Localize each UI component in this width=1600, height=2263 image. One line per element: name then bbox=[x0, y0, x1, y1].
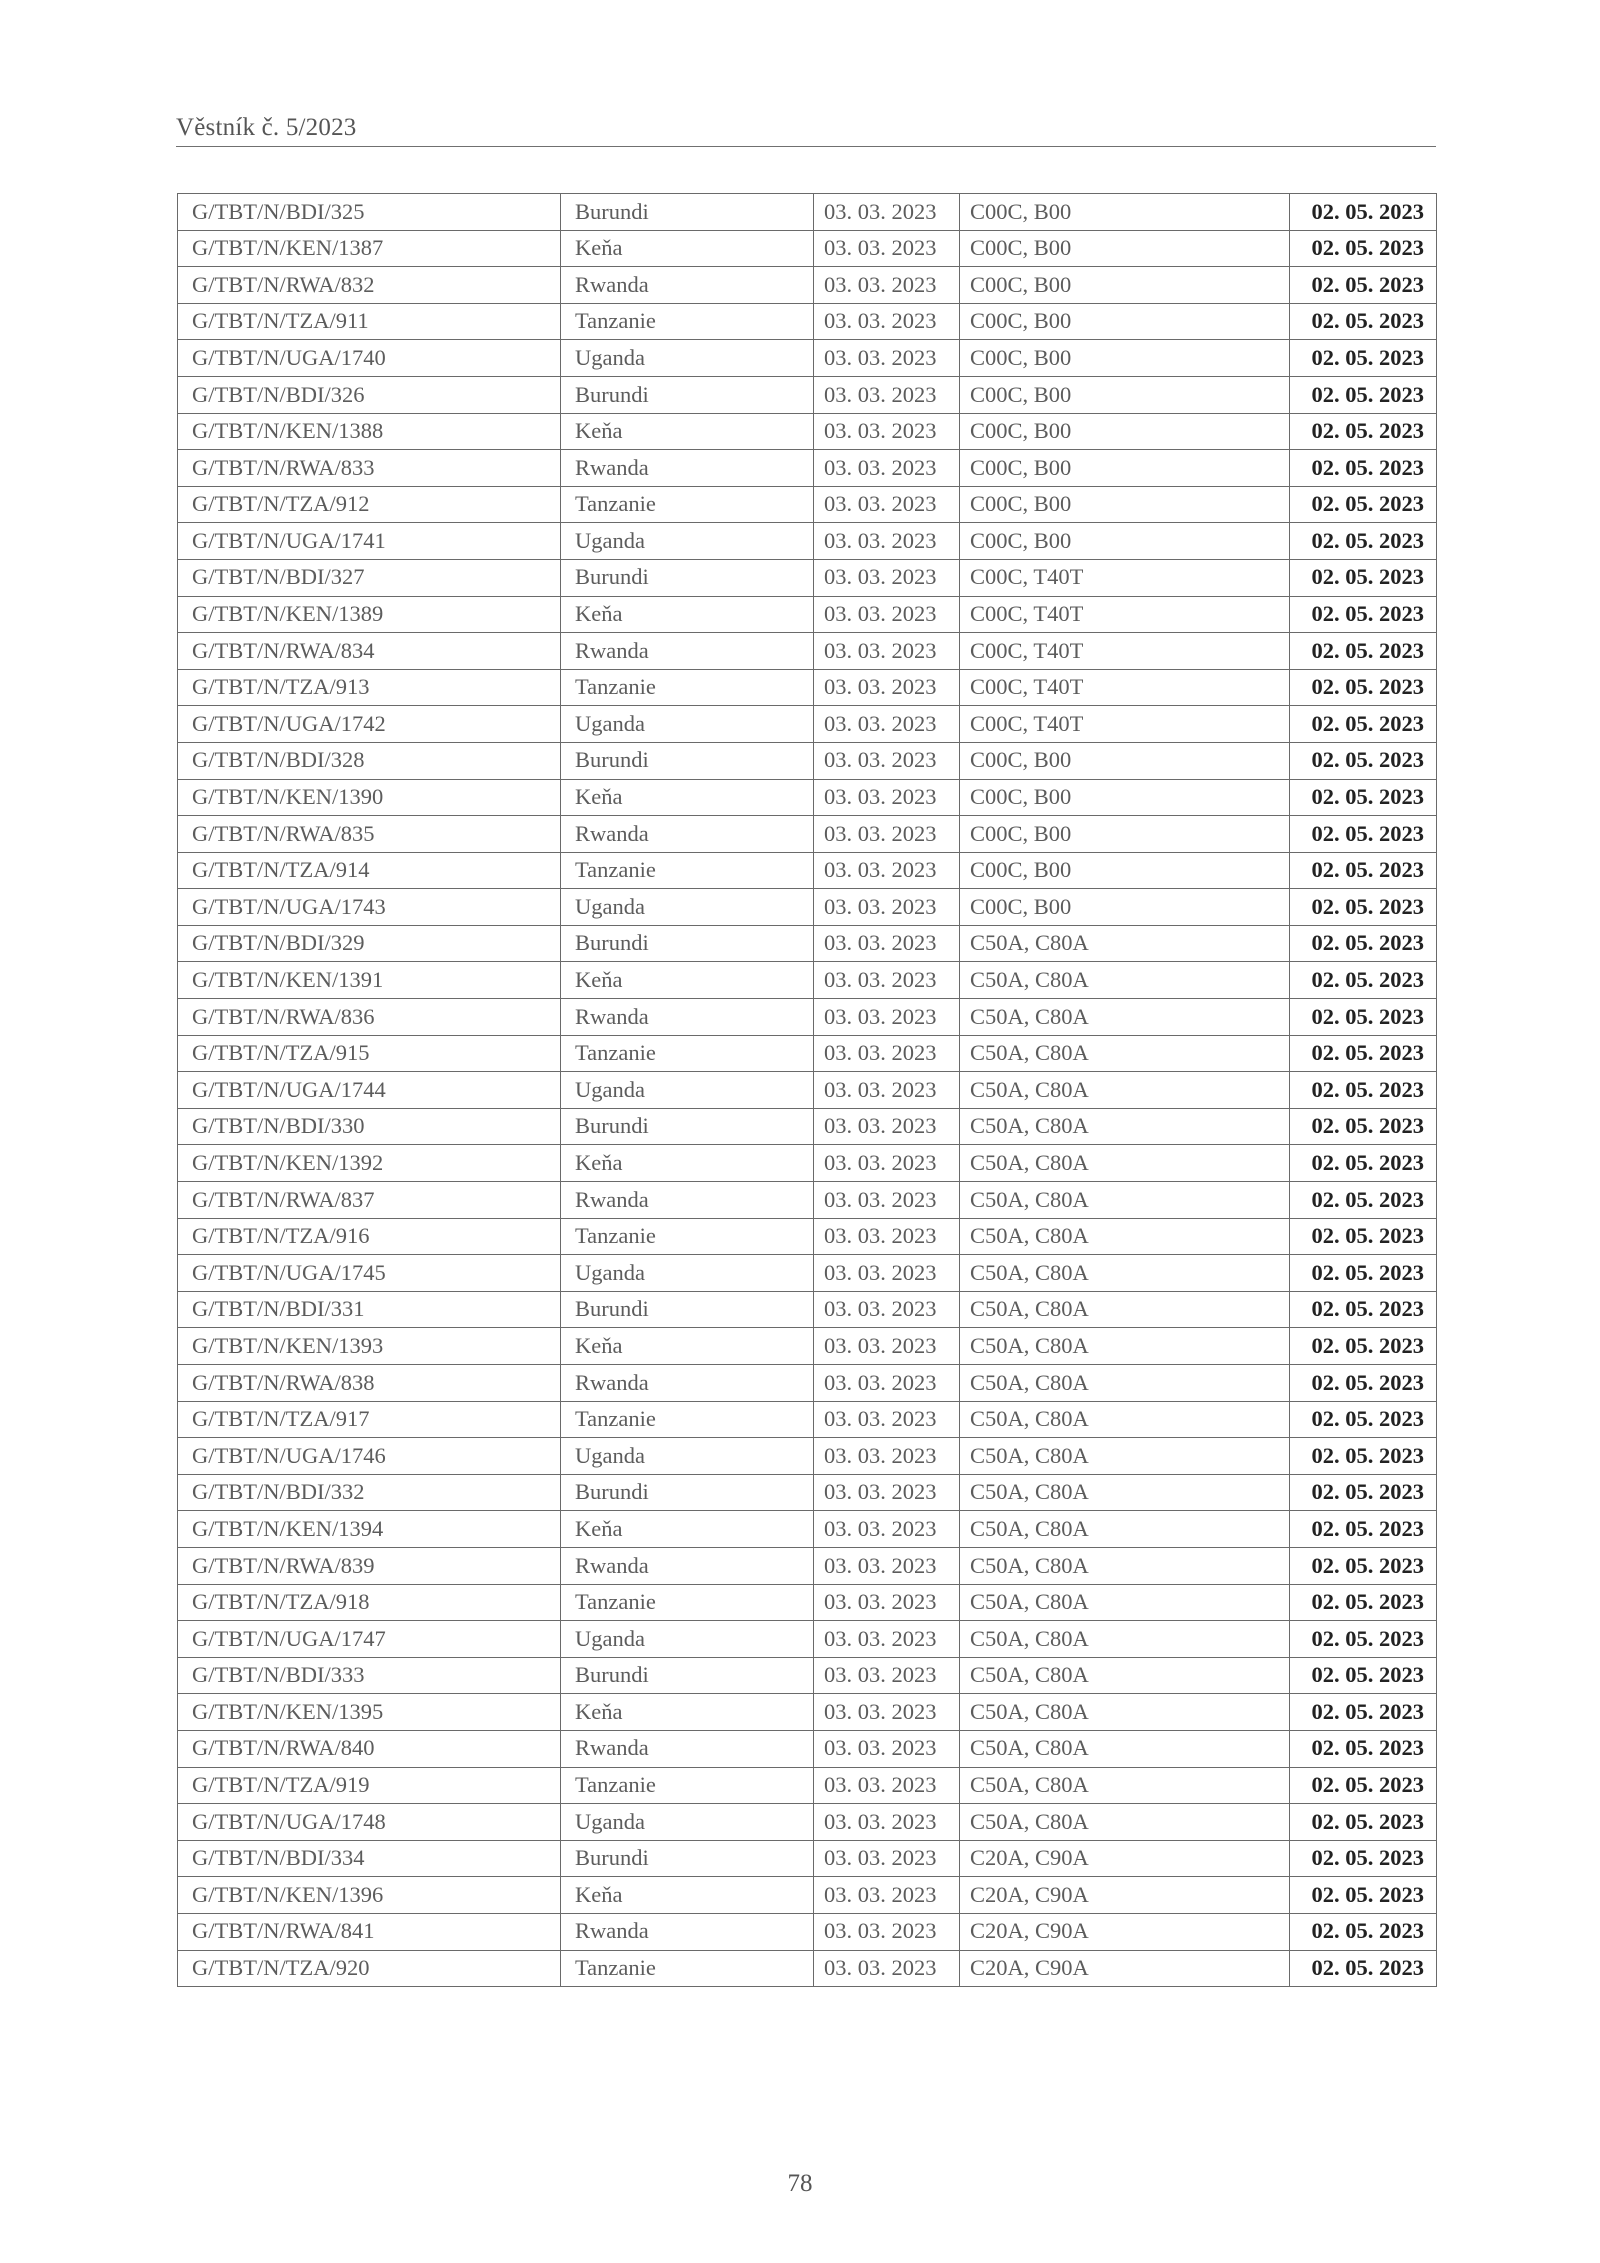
document-symbol-cell: G/TBT/N/UGA/1743 bbox=[178, 889, 561, 926]
country-cell: Keňa bbox=[561, 1877, 814, 1914]
comment-deadline-cell: 02. 05. 2023 bbox=[1290, 1621, 1437, 1658]
notification-date-cell: 03. 03. 2023 bbox=[814, 230, 960, 267]
comment-deadline-cell: 02. 05. 2023 bbox=[1290, 1438, 1437, 1475]
classification-code-cell: C50A, C80A bbox=[960, 1035, 1290, 1072]
comment-deadline-cell: 02. 05. 2023 bbox=[1290, 1145, 1437, 1182]
table-row bbox=[178, 1730, 1437, 1767]
comment-deadline-cell: 02. 05. 2023 bbox=[1290, 413, 1437, 450]
document-symbol-cell: G/TBT/N/BDI/334 bbox=[178, 1840, 561, 1877]
table-row bbox=[178, 1365, 1437, 1402]
table-row bbox=[178, 1182, 1437, 1219]
table-row bbox=[178, 999, 1437, 1036]
notification-date-cell: 03. 03. 2023 bbox=[814, 1255, 960, 1292]
table-row bbox=[178, 559, 1437, 596]
notification-date-cell: 03. 03. 2023 bbox=[814, 1730, 960, 1767]
comment-deadline-cell: 02. 05. 2023 bbox=[1290, 230, 1437, 267]
classification-code-cell: C50A, C80A bbox=[960, 1730, 1290, 1767]
comment-deadline-cell: 02. 05. 2023 bbox=[1290, 1804, 1437, 1841]
country-cell: Keňa bbox=[561, 962, 814, 999]
country-cell: Uganda bbox=[561, 706, 814, 743]
classification-code-cell: C00C, B00 bbox=[960, 852, 1290, 889]
comment-deadline-cell: 02. 05. 2023 bbox=[1290, 450, 1437, 487]
comment-deadline-cell: 02. 05. 2023 bbox=[1290, 1840, 1437, 1877]
table-row bbox=[178, 230, 1437, 267]
table-row bbox=[178, 1255, 1437, 1292]
document-symbol-cell: G/TBT/N/BDI/330 bbox=[178, 1108, 561, 1145]
notification-date-cell: 03. 03. 2023 bbox=[814, 1328, 960, 1365]
country-cell: Tanzanie bbox=[561, 852, 814, 889]
page-header bbox=[176, 112, 1436, 147]
notification-date-cell: 03. 03. 2023 bbox=[814, 194, 960, 231]
classification-code-cell: C20A, C90A bbox=[960, 1877, 1290, 1914]
document-symbol-cell: G/TBT/N/RWA/834 bbox=[178, 633, 561, 670]
classification-code-cell: C00C, B00 bbox=[960, 889, 1290, 926]
comment-deadline-cell: 02. 05. 2023 bbox=[1290, 1218, 1437, 1255]
country-cell: Burundi bbox=[561, 1291, 814, 1328]
country-cell: Burundi bbox=[561, 376, 814, 413]
comment-deadline-cell: 02. 05. 2023 bbox=[1290, 1328, 1437, 1365]
table-row bbox=[178, 816, 1437, 853]
comment-deadline-cell: 02. 05. 2023 bbox=[1290, 1950, 1437, 1987]
classification-code-cell: C00C, B00 bbox=[960, 816, 1290, 853]
notification-date-cell: 03. 03. 2023 bbox=[814, 1365, 960, 1402]
document-symbol-cell: G/TBT/N/RWA/836 bbox=[178, 999, 561, 1036]
notification-table-body bbox=[178, 194, 1437, 1987]
classification-code-cell: C20A, C90A bbox=[960, 1950, 1290, 1987]
comment-deadline-cell: 02. 05. 2023 bbox=[1290, 1584, 1437, 1621]
table-row bbox=[178, 450, 1437, 487]
country-cell: Uganda bbox=[561, 340, 814, 377]
table-row bbox=[178, 1913, 1437, 1950]
classification-code-cell: C00C, B00 bbox=[960, 376, 1290, 413]
document-symbol-cell: G/TBT/N/UGA/1744 bbox=[178, 1072, 561, 1109]
comment-deadline-cell: 02. 05. 2023 bbox=[1290, 1182, 1437, 1219]
notification-date-cell: 03. 03. 2023 bbox=[814, 779, 960, 816]
classification-code-cell: C50A, C80A bbox=[960, 1547, 1290, 1584]
comment-deadline-cell: 02. 05. 2023 bbox=[1290, 633, 1437, 670]
table-row bbox=[178, 523, 1437, 560]
country-cell: Rwanda bbox=[561, 1913, 814, 1950]
document-symbol-cell: G/TBT/N/RWA/835 bbox=[178, 816, 561, 853]
country-cell: Rwanda bbox=[561, 633, 814, 670]
classification-code-cell: C50A, C80A bbox=[960, 1474, 1290, 1511]
document-symbol-cell: G/TBT/N/BDI/327 bbox=[178, 559, 561, 596]
classification-code-cell: C50A, C80A bbox=[960, 962, 1290, 999]
notification-date-cell: 03. 03. 2023 bbox=[814, 1621, 960, 1658]
notification-date-cell: 03. 03. 2023 bbox=[814, 1218, 960, 1255]
comment-deadline-cell: 02. 05. 2023 bbox=[1290, 1474, 1437, 1511]
comment-deadline-cell: 02. 05. 2023 bbox=[1290, 999, 1437, 1036]
classification-code-cell: C20A, C90A bbox=[960, 1913, 1290, 1950]
notification-date-cell: 03. 03. 2023 bbox=[814, 889, 960, 926]
country-cell: Rwanda bbox=[561, 450, 814, 487]
table-row bbox=[178, 1804, 1437, 1841]
country-cell: Burundi bbox=[561, 1840, 814, 1877]
document-symbol-cell: G/TBT/N/BDI/326 bbox=[178, 376, 561, 413]
document-symbol-cell: G/TBT/N/KEN/1396 bbox=[178, 1877, 561, 1914]
comment-deadline-cell: 02. 05. 2023 bbox=[1290, 1657, 1437, 1694]
country-cell: Burundi bbox=[561, 1657, 814, 1694]
classification-code-cell: C00C, T40T bbox=[960, 669, 1290, 706]
notification-date-cell: 03. 03. 2023 bbox=[814, 450, 960, 487]
country-cell: Keňa bbox=[561, 596, 814, 633]
document-symbol-cell: G/TBT/N/TZA/919 bbox=[178, 1767, 561, 1804]
comment-deadline-cell: 02. 05. 2023 bbox=[1290, 1877, 1437, 1914]
table-row bbox=[178, 889, 1437, 926]
table-row bbox=[178, 633, 1437, 670]
document-symbol-cell: G/TBT/N/TZA/915 bbox=[178, 1035, 561, 1072]
document-symbol-cell: G/TBT/N/RWA/832 bbox=[178, 267, 561, 304]
classification-code-cell: C00C, B00 bbox=[960, 194, 1290, 231]
country-cell: Keňa bbox=[561, 1145, 814, 1182]
document-symbol-cell: G/TBT/N/UGA/1741 bbox=[178, 523, 561, 560]
country-cell: Uganda bbox=[561, 1804, 814, 1841]
classification-code-cell: C50A, C80A bbox=[960, 1145, 1290, 1182]
document-symbol-cell: G/TBT/N/KEN/1390 bbox=[178, 779, 561, 816]
notification-date-cell: 03. 03. 2023 bbox=[814, 1511, 960, 1548]
country-cell: Rwanda bbox=[561, 1730, 814, 1767]
table-row bbox=[178, 340, 1437, 377]
table-row bbox=[178, 1035, 1437, 1072]
comment-deadline-cell: 02. 05. 2023 bbox=[1290, 194, 1437, 231]
classification-code-cell: C50A, C80A bbox=[960, 1767, 1290, 1804]
notification-date-cell: 03. 03. 2023 bbox=[814, 742, 960, 779]
document-symbol-cell: G/TBT/N/RWA/838 bbox=[178, 1365, 561, 1402]
classification-code-cell: C50A, C80A bbox=[960, 1584, 1290, 1621]
table-row bbox=[178, 742, 1437, 779]
document-symbol-cell: G/TBT/N/KEN/1392 bbox=[178, 1145, 561, 1182]
notification-date-cell: 03. 03. 2023 bbox=[814, 1145, 960, 1182]
country-cell: Uganda bbox=[561, 523, 814, 560]
country-cell: Uganda bbox=[561, 1255, 814, 1292]
comment-deadline-cell: 02. 05. 2023 bbox=[1290, 1730, 1437, 1767]
country-cell: Tanzanie bbox=[561, 1401, 814, 1438]
document-symbol-cell: G/TBT/N/TZA/914 bbox=[178, 852, 561, 889]
classification-code-cell: C50A, C80A bbox=[960, 1694, 1290, 1731]
table-row bbox=[178, 925, 1437, 962]
document-symbol-cell: G/TBT/N/TZA/912 bbox=[178, 486, 561, 523]
document-symbol-cell: G/TBT/N/KEN/1395 bbox=[178, 1694, 561, 1731]
country-cell: Keňa bbox=[561, 1328, 814, 1365]
table-row bbox=[178, 596, 1437, 633]
country-cell: Keňa bbox=[561, 1511, 814, 1548]
notification-date-cell: 03. 03. 2023 bbox=[814, 706, 960, 743]
notification-date-cell: 03. 03. 2023 bbox=[814, 999, 960, 1036]
document-symbol-cell: G/TBT/N/TZA/920 bbox=[178, 1950, 561, 1987]
classification-code-cell: C50A, C80A bbox=[960, 1328, 1290, 1365]
comment-deadline-cell: 02. 05. 2023 bbox=[1290, 523, 1437, 560]
comment-deadline-cell: 02. 05. 2023 bbox=[1290, 559, 1437, 596]
document-symbol-cell: G/TBT/N/UGA/1747 bbox=[178, 1621, 561, 1658]
notification-date-cell: 03. 03. 2023 bbox=[814, 303, 960, 340]
classification-code-cell: C00C, B00 bbox=[960, 523, 1290, 560]
table-row bbox=[178, 1547, 1437, 1584]
classification-code-cell: C00C, B00 bbox=[960, 742, 1290, 779]
country-cell: Keňa bbox=[561, 230, 814, 267]
country-cell: Tanzanie bbox=[561, 1767, 814, 1804]
table-row bbox=[178, 1877, 1437, 1914]
comment-deadline-cell: 02. 05. 2023 bbox=[1290, 267, 1437, 304]
classification-code-cell: C00C, T40T bbox=[960, 596, 1290, 633]
comment-deadline-cell: 02. 05. 2023 bbox=[1290, 1547, 1437, 1584]
notification-date-cell: 03. 03. 2023 bbox=[814, 1584, 960, 1621]
classification-code-cell: C50A, C80A bbox=[960, 1438, 1290, 1475]
document-symbol-cell: G/TBT/N/UGA/1746 bbox=[178, 1438, 561, 1475]
classification-code-cell: C50A, C80A bbox=[960, 1365, 1290, 1402]
notification-date-cell: 03. 03. 2023 bbox=[814, 1035, 960, 1072]
country-cell: Tanzanie bbox=[561, 303, 814, 340]
country-cell: Tanzanie bbox=[561, 1584, 814, 1621]
country-cell: Tanzanie bbox=[561, 1218, 814, 1255]
table-row bbox=[178, 1694, 1437, 1731]
document-symbol-cell: G/TBT/N/RWA/839 bbox=[178, 1547, 561, 1584]
classification-code-cell: C50A, C80A bbox=[960, 1108, 1290, 1145]
country-cell: Burundi bbox=[561, 1108, 814, 1145]
classification-code-cell: C50A, C80A bbox=[960, 1255, 1290, 1292]
comment-deadline-cell: 02. 05. 2023 bbox=[1290, 852, 1437, 889]
document-symbol-cell: G/TBT/N/RWA/840 bbox=[178, 1730, 561, 1767]
comment-deadline-cell: 02. 05. 2023 bbox=[1290, 1913, 1437, 1950]
notification-date-cell: 03. 03. 2023 bbox=[814, 1072, 960, 1109]
country-cell: Keňa bbox=[561, 1694, 814, 1731]
document-symbol-cell: G/TBT/N/KEN/1388 bbox=[178, 413, 561, 450]
classification-code-cell: C00C, T40T bbox=[960, 706, 1290, 743]
document-symbol-cell: G/TBT/N/TZA/918 bbox=[178, 1584, 561, 1621]
table-row bbox=[178, 1328, 1437, 1365]
country-cell: Rwanda bbox=[561, 816, 814, 853]
notification-date-cell: 03. 03. 2023 bbox=[814, 486, 960, 523]
document-symbol-cell: G/TBT/N/UGA/1745 bbox=[178, 1255, 561, 1292]
notification-date-cell: 03. 03. 2023 bbox=[814, 816, 960, 853]
classification-code-cell: C00C, T40T bbox=[960, 633, 1290, 670]
classification-code-cell: C50A, C80A bbox=[960, 1401, 1290, 1438]
notification-date-cell: 03. 03. 2023 bbox=[814, 1840, 960, 1877]
document-symbol-cell: G/TBT/N/TZA/916 bbox=[178, 1218, 561, 1255]
document-symbol-cell: G/TBT/N/UGA/1748 bbox=[178, 1804, 561, 1841]
notification-date-cell: 03. 03. 2023 bbox=[814, 1108, 960, 1145]
comment-deadline-cell: 02. 05. 2023 bbox=[1290, 1767, 1437, 1804]
comment-deadline-cell: 02. 05. 2023 bbox=[1290, 1108, 1437, 1145]
classification-code-cell: C00C, B00 bbox=[960, 303, 1290, 340]
comment-deadline-cell: 02. 05. 2023 bbox=[1290, 1694, 1437, 1731]
country-cell: Uganda bbox=[561, 1072, 814, 1109]
notification-date-cell: 03. 03. 2023 bbox=[814, 413, 960, 450]
classification-code-cell: C00C, B00 bbox=[960, 267, 1290, 304]
table-row bbox=[178, 194, 1437, 231]
table-row bbox=[178, 1511, 1437, 1548]
notification-date-cell: 03. 03. 2023 bbox=[814, 633, 960, 670]
notification-date-cell: 03. 03. 2023 bbox=[814, 1767, 960, 1804]
comment-deadline-cell: 02. 05. 2023 bbox=[1290, 1365, 1437, 1402]
table-row bbox=[178, 1218, 1437, 1255]
notification-date-cell: 03. 03. 2023 bbox=[814, 1438, 960, 1475]
document-symbol-cell: G/TBT/N/UGA/1740 bbox=[178, 340, 561, 377]
notification-date-cell: 03. 03. 2023 bbox=[814, 1694, 960, 1731]
notification-date-cell: 03. 03. 2023 bbox=[814, 669, 960, 706]
document-symbol-cell: G/TBT/N/TZA/911 bbox=[178, 303, 561, 340]
comment-deadline-cell: 02. 05. 2023 bbox=[1290, 1401, 1437, 1438]
notification-date-cell: 03. 03. 2023 bbox=[814, 1291, 960, 1328]
notification-date-cell: 03. 03. 2023 bbox=[814, 596, 960, 633]
document-symbol-cell: G/TBT/N/BDI/329 bbox=[178, 925, 561, 962]
comment-deadline-cell: 02. 05. 2023 bbox=[1290, 962, 1437, 999]
country-cell: Burundi bbox=[561, 742, 814, 779]
comment-deadline-cell: 02. 05. 2023 bbox=[1290, 303, 1437, 340]
document-symbol-cell: G/TBT/N/BDI/332 bbox=[178, 1474, 561, 1511]
notification-date-cell: 03. 03. 2023 bbox=[814, 340, 960, 377]
table-row bbox=[178, 1438, 1437, 1475]
document-symbol-cell: G/TBT/N/KEN/1389 bbox=[178, 596, 561, 633]
notification-table bbox=[177, 193, 1437, 1987]
table-row bbox=[178, 1767, 1437, 1804]
document-symbol-cell: G/TBT/N/BDI/328 bbox=[178, 742, 561, 779]
country-cell: Keňa bbox=[561, 413, 814, 450]
notification-date-cell: 03. 03. 2023 bbox=[814, 1657, 960, 1694]
table-row bbox=[178, 1950, 1437, 1987]
table-row bbox=[178, 376, 1437, 413]
classification-code-cell: C50A, C80A bbox=[960, 925, 1290, 962]
comment-deadline-cell: 02. 05. 2023 bbox=[1290, 340, 1437, 377]
country-cell: Burundi bbox=[561, 559, 814, 596]
notification-date-cell: 03. 03. 2023 bbox=[814, 1804, 960, 1841]
country-cell: Tanzanie bbox=[561, 486, 814, 523]
table-row bbox=[178, 486, 1437, 523]
notification-date-cell: 03. 03. 2023 bbox=[814, 1474, 960, 1511]
notification-date-cell: 03. 03. 2023 bbox=[814, 267, 960, 304]
notification-date-cell: 03. 03. 2023 bbox=[814, 559, 960, 596]
notification-date-cell: 03. 03. 2023 bbox=[814, 962, 960, 999]
country-cell: Burundi bbox=[561, 194, 814, 231]
country-cell: Burundi bbox=[561, 925, 814, 962]
comment-deadline-cell: 02. 05. 2023 bbox=[1290, 1291, 1437, 1328]
classification-code-cell: C00C, B00 bbox=[960, 450, 1290, 487]
comment-deadline-cell: 02. 05. 2023 bbox=[1290, 706, 1437, 743]
document-symbol-cell: G/TBT/N/RWA/833 bbox=[178, 450, 561, 487]
table-row bbox=[178, 1840, 1437, 1877]
country-cell: Rwanda bbox=[561, 267, 814, 304]
document-symbol-cell: G/TBT/N/KEN/1393 bbox=[178, 1328, 561, 1365]
classification-code-cell: C00C, T40T bbox=[960, 559, 1290, 596]
table-row bbox=[178, 852, 1437, 889]
comment-deadline-cell: 02. 05. 2023 bbox=[1290, 889, 1437, 926]
comment-deadline-cell: 02. 05. 2023 bbox=[1290, 779, 1437, 816]
classification-code-cell: C50A, C80A bbox=[960, 1657, 1290, 1694]
document-symbol-cell: G/TBT/N/BDI/331 bbox=[178, 1291, 561, 1328]
table-row bbox=[178, 962, 1437, 999]
classification-code-cell: C00C, B00 bbox=[960, 486, 1290, 523]
country-cell: Rwanda bbox=[561, 1365, 814, 1402]
comment-deadline-cell: 02. 05. 2023 bbox=[1290, 816, 1437, 853]
table-row bbox=[178, 1108, 1437, 1145]
notification-date-cell: 03. 03. 2023 bbox=[814, 376, 960, 413]
country-cell: Tanzanie bbox=[561, 1035, 814, 1072]
classification-code-cell: C50A, C80A bbox=[960, 1291, 1290, 1328]
country-cell: Uganda bbox=[561, 1621, 814, 1658]
classification-code-cell: C50A, C80A bbox=[960, 1182, 1290, 1219]
comment-deadline-cell: 02. 05. 2023 bbox=[1290, 1035, 1437, 1072]
classification-code-cell: C50A, C80A bbox=[960, 1511, 1290, 1548]
document-symbol-cell: G/TBT/N/KEN/1394 bbox=[178, 1511, 561, 1548]
document-symbol-cell: G/TBT/N/BDI/325 bbox=[178, 194, 561, 231]
document-symbol-cell: G/TBT/N/BDI/333 bbox=[178, 1657, 561, 1694]
table-row bbox=[178, 1657, 1437, 1694]
classification-code-cell: C00C, B00 bbox=[960, 340, 1290, 377]
notification-date-cell: 03. 03. 2023 bbox=[814, 1401, 960, 1438]
classification-code-cell: C50A, C80A bbox=[960, 999, 1290, 1036]
table-row bbox=[178, 779, 1437, 816]
country-cell: Rwanda bbox=[561, 1182, 814, 1219]
notification-date-cell: 03. 03. 2023 bbox=[814, 523, 960, 560]
document-symbol-cell: G/TBT/N/UGA/1742 bbox=[178, 706, 561, 743]
notification-date-cell: 03. 03. 2023 bbox=[814, 1547, 960, 1584]
comment-deadline-cell: 02. 05. 2023 bbox=[1290, 596, 1437, 633]
country-cell: Keňa bbox=[561, 779, 814, 816]
comment-deadline-cell: 02. 05. 2023 bbox=[1290, 925, 1437, 962]
comment-deadline-cell: 02. 05. 2023 bbox=[1290, 376, 1437, 413]
notification-date-cell: 03. 03. 2023 bbox=[814, 1950, 960, 1987]
notification-date-cell: 03. 03. 2023 bbox=[814, 925, 960, 962]
country-cell: Uganda bbox=[561, 889, 814, 926]
classification-code-cell: C50A, C80A bbox=[960, 1072, 1290, 1109]
table-row bbox=[178, 1474, 1437, 1511]
classification-code-cell: C50A, C80A bbox=[960, 1621, 1290, 1658]
country-cell: Uganda bbox=[561, 1438, 814, 1475]
comment-deadline-cell: 02. 05. 2023 bbox=[1290, 1072, 1437, 1109]
table-row bbox=[178, 267, 1437, 304]
document-symbol-cell: G/TBT/N/TZA/917 bbox=[178, 1401, 561, 1438]
country-cell: Rwanda bbox=[561, 999, 814, 1036]
table-row bbox=[178, 303, 1437, 340]
country-cell: Tanzanie bbox=[561, 1950, 814, 1987]
notification-date-cell: 03. 03. 2023 bbox=[814, 852, 960, 889]
journal-title: Věstník č. 5/2023 bbox=[176, 114, 357, 141]
table-row bbox=[178, 1145, 1437, 1182]
page-number: 78 bbox=[787, 2170, 813, 2197]
table-row bbox=[178, 1621, 1437, 1658]
classification-code-cell: C00C, B00 bbox=[960, 230, 1290, 267]
country-cell: Tanzanie bbox=[561, 669, 814, 706]
classification-code-cell: C50A, C80A bbox=[960, 1804, 1290, 1841]
table-row bbox=[178, 413, 1437, 450]
table-row bbox=[178, 1401, 1437, 1438]
classification-code-cell: C20A, C90A bbox=[960, 1840, 1290, 1877]
document-symbol-cell: G/TBT/N/KEN/1387 bbox=[178, 230, 561, 267]
table-row bbox=[178, 706, 1437, 743]
notification-date-cell: 03. 03. 2023 bbox=[814, 1877, 960, 1914]
classification-code-cell: C00C, B00 bbox=[960, 779, 1290, 816]
country-cell: Burundi bbox=[561, 1474, 814, 1511]
comment-deadline-cell: 02. 05. 2023 bbox=[1290, 742, 1437, 779]
document-symbol-cell: G/TBT/N/TZA/913 bbox=[178, 669, 561, 706]
comment-deadline-cell: 02. 05. 2023 bbox=[1290, 1255, 1437, 1292]
notification-date-cell: 03. 03. 2023 bbox=[814, 1913, 960, 1950]
country-cell: Rwanda bbox=[561, 1547, 814, 1584]
classification-code-cell: C50A, C80A bbox=[960, 1218, 1290, 1255]
document-symbol-cell: G/TBT/N/RWA/837 bbox=[178, 1182, 561, 1219]
document-symbol-cell: G/TBT/N/KEN/1391 bbox=[178, 962, 561, 999]
document-symbol-cell: G/TBT/N/RWA/841 bbox=[178, 1913, 561, 1950]
classification-code-cell: C00C, B00 bbox=[960, 413, 1290, 450]
comment-deadline-cell: 02. 05. 2023 bbox=[1290, 669, 1437, 706]
comment-deadline-cell: 02. 05. 2023 bbox=[1290, 1511, 1437, 1548]
table-row bbox=[178, 669, 1437, 706]
comment-deadline-cell: 02. 05. 2023 bbox=[1290, 486, 1437, 523]
table-row bbox=[178, 1072, 1437, 1109]
table-row bbox=[178, 1291, 1437, 1328]
notification-date-cell: 03. 03. 2023 bbox=[814, 1182, 960, 1219]
table-row bbox=[178, 1584, 1437, 1621]
